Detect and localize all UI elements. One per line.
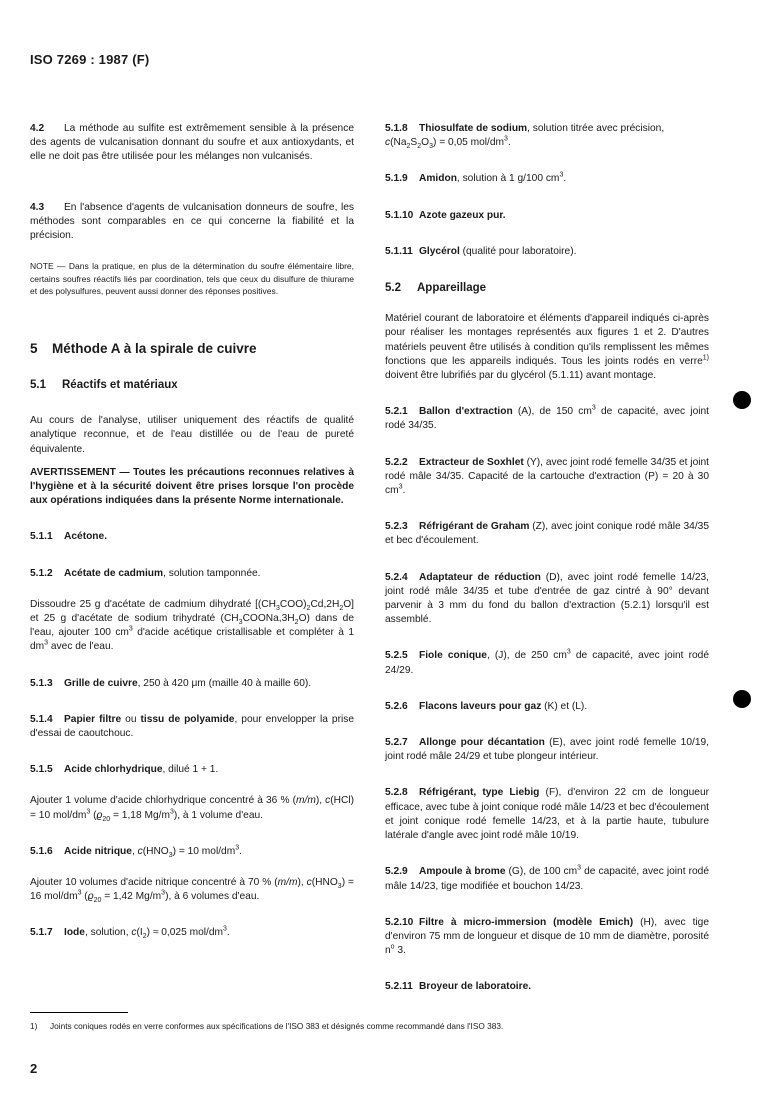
clause-4-3: 4.3 En l'absence d'agents de vulcanisation donneurs de soufre, les méthodes sont comparables en ce qui concerne la fiabilité et la précision.	[30, 201, 354, 242]
item-5-2-10: 5.2.10 Filtre à micro-immersion (modèle Emich) (H), avec tige d'environ 75 mm de longueur et disque de 10 mm de diamètre, porosité $n^o$ 3.	[385, 916, 709, 957]
item-5-1-7: 5.1.7 Iode, solution, $c(I_2) \approx 0,025$ mol/$dm^3$.	[30, 926, 230, 941]
clause-4-2: 4.2 La méthode au sulfite est extrêmement sensible à la présence des agents de vulcanisation donnant du soufre et aux antioxydants, et elle ne doit pas être utilisée pour les mélanges non vulcanisés.	[30, 123, 354, 163]
item-5-1-6: 5.1.6 Acide nitrique, $c(HNO_3) = 10$ mol/$dm^3$.	[30, 844, 242, 859]
document-id: ISO 7269 : 1987 (F)	[30, 52, 150, 67]
item-5-1-11: 5.1.11 Glycérol (qualité pour laboratoire).	[385, 245, 577, 257]
item-5-2-1: 5.2.1 Ballon d'extraction (A), de 150 $cm^3$ de capacité, avec joint rodé 34/35.	[385, 404, 709, 432]
item-5-1-6-body: Ajouter 10 volumes d'acide nitrique concentré à 70 % (m/m), $c(HNO_3) = 16$ mol/$dm^3$ ($ϱ_{20} = 1,42$ $Mg/m^3$), à 6 volumes d'eau.	[30, 876, 354, 905]
footnote: 1) Joints coniques rodés en verre conformes aux spécifications de l'ISO 383 et désignés comme recommandé dans l'ISO 383.	[30, 1021, 504, 1031]
item-5-2-5: 5.2.5 Fiole conique, (J), de 250 $cm^3$ de capacité, avec joint rodé 24/29.	[385, 649, 709, 676]
item-5-2-3: 5.2.3 Réfrigérant de Graham (Z), avec joint conique rodé mâle 34/35 et bec d'écoulement.	[385, 521, 709, 547]
item-5-1-5-body: Ajouter 1 volume d'acide chlorhydrique concentré à 36 % (m/m), c(HCl) = 10 mol/$dm^3$ ($ϱ_{20} = 1,18$ $Mg/m^3$), à 1 volume d'eau.	[30, 795, 354, 823]
item-5-2-9: 5.2.9 Ampoule à brome (G), de 100 $cm^3$ de capacité, avec joint rodé mâle 14/23, tige modifiée et bouchon 14/23.	[385, 864, 709, 892]
item-5-1-2: 5.1.2 Acétate de cadmium, solution tamponnée.	[30, 567, 261, 579]
item-5-2-8: 5.2.8 Réfrigérant, type Liebig (F), d'environ 22 cm de longueur efficace, avec tube à joint conique rodé mâle 14/23 et bec d'écoulement et joint conique rodé femelle 14/23, et à la partie haute, tubulure latérale d'angle avec joint rodé mâle 10/19.	[385, 787, 709, 842]
item-5-1-5: 5.1.5 Acide chlorhydrique, dilué 1 + 1.	[30, 764, 219, 776]
item-5-2-7: 5.2.7 Allonge pour décantation (E), avec joint rodé femelle 10/19, joint rodé mâle 24/29 et tube plongeur intérieur.	[385, 737, 709, 763]
item-5-2-4: 5.2.4 Adaptateur de réduction (D), avec joint rodé femelle 14/23, joint rodé mâle 34/35 et tube d'entrée de gaz cintré à 90° devant parvenir à 3 mm du fond du ballon d'extraction (5.2.1) lorsqu'il est assemblé.	[385, 571, 710, 626]
item-5-2-11: 5.2.11 Broyeur de laboratoire.	[385, 981, 532, 993]
section-5-2-heading: 5.2 Appareillage	[385, 282, 487, 295]
page-number: 2	[30, 1061, 38, 1076]
item-5-1-9: 5.1.9 Amidon, solution à 1 g/100 $cm^3$.	[385, 172, 567, 185]
warning: AVERTISSEMENT — Toutes les précautions reconnues relatives à l'hygiène et à la sécurité doivent être prises lorsque l'on procède aux opérations indiquées dans la présente Norme internationale.	[30, 466, 354, 507]
item-5-1-3: 5.1.3 Grille de cuivre, 250 à 420 μm (maille 40 à maille 60).	[30, 677, 312, 689]
note: NOTE — Dans la pratique, en plus de la détermination du soufre élémentaire libre, certains soufres réactifs liés par coordination, tels que ceux du disulfure de thiurame et des polysulfures, peuvent aussi donner des réponses positives.	[30, 261, 354, 297]
footnote-rule	[30, 1012, 128, 1013]
section-5-heading: 5 Méthode A à la spirale de cuivre	[30, 340, 257, 356]
item-5-2-2: 5.2.2 Extracteur de Soxhlet (Y), avec joint rodé femelle 34/35 et joint rodé mâle 34/35. Capacité de la cartouche d'extraction (P) = 20 à 30 $cm^3$.	[385, 456, 709, 497]
item-5-1-4: 5.1.4 Papier filtre ou tissu de polyamide, pour envelopper la prise d'essai de caoutchouc.	[30, 713, 355, 739]
item-5-1-2-body: Dissoudre 25 g d'acétate de cadmium dihydraté $[(CH_3COO)_2Cd,2H_2O]$ et 25 g d'acétate de sodium trihydraté $(CH_3COONa,3H_2O)$ dans de l'eau, ajouter 100 $cm^3$ d'acide acétique cristallisable et compléter à 1 $dm^3$ avec de l'eau.	[30, 598, 354, 653]
item-5-1-1: 5.1.1 Acétone.	[30, 531, 108, 543]
item-5-1-8: 5.1.8 Thiosulfate de sodium, solution titrée avec précision, $c(Na_2S_2O_3) = 0,05$ mol/$dm^3$.	[385, 123, 665, 151]
section-5-1-heading: 5.1 Réactifs et matériaux	[30, 378, 178, 391]
section-5-1-intro: Au cours de l'analyse, utiliser uniquement des réactifs de qualité analytique reconnue, et de l'eau distillée ou de l'eau de pureté équivalente.	[30, 415, 354, 455]
item-5-1-10: 5.1.10 Azote gazeux pur.	[385, 209, 506, 221]
margin-bullet-icon	[733, 690, 751, 708]
left-column	[30, 122, 354, 941]
item-5-2-6: 5.2.6 Flacons laveurs pour gaz (K) et (L).	[385, 700, 588, 712]
section-5-2-intro: Matériel courant de laboratoire et éléments d'appareil indiqués ci-après pour réaliser les montages représentés aux figures 1 et 2. D'autres matériels peuvent être utilisés à condition qu'ils remplissent les mêmes fonctions que les appareils indiqués. Tous les joints rodés en verre$^{1)}$ doivent être lubrifiés par du glycérol (5.1.11) avant montage.	[385, 313, 709, 382]
right-column	[385, 122, 709, 995]
margin-bullet-icon	[733, 391, 751, 409]
